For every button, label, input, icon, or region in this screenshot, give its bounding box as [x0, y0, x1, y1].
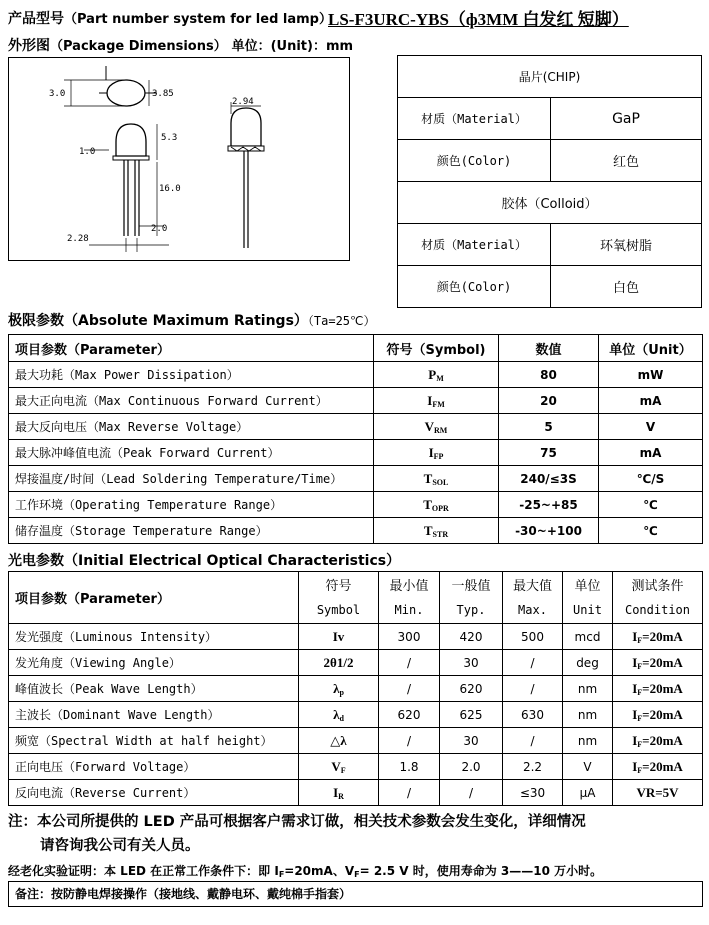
- optical-cond-rest: =20mA: [642, 680, 683, 696]
- remark-box: [8, 881, 703, 907]
- abs-max-title-line: [8, 310, 376, 330]
- optical-max: /: [503, 650, 563, 676]
- optical-typ: 420: [440, 624, 503, 650]
- abs-max-unit: ℃: [599, 492, 703, 518]
- optical-header-symbol-top: 符号: [299, 572, 379, 598]
- optical-condition: [613, 650, 703, 676]
- dim-label-diameter: 3.0: [49, 89, 66, 99]
- abs-max-value: -25~+85: [499, 492, 599, 518]
- optical-symbol-main: △λ: [330, 732, 347, 748]
- abs-max-value: 80: [499, 362, 599, 388]
- aging-sub-vf: F: [354, 870, 360, 879]
- abs-max-param: 最大脉冲峰值电流（Peak Forward Current）: [9, 440, 374, 466]
- table-row: [9, 650, 703, 676]
- table-row: [9, 440, 703, 466]
- aging-text-c: = 2.5 V 时，使用寿命为 3——10 万小时。: [359, 864, 603, 878]
- note-line-2: 请咨询我公司有关人员。: [40, 838, 200, 854]
- abs-max-symbol-sub: SOL: [432, 477, 449, 487]
- optical-typ: 620: [440, 676, 503, 702]
- abs-max-title: 极限参数（Absolute Maximum Ratings）: [8, 313, 308, 329]
- optical-condition: [613, 676, 703, 702]
- optical-max: 500: [503, 624, 563, 650]
- optical-cond-main: I: [632, 758, 638, 774]
- colloid-color-label: 颜色(Color): [398, 266, 551, 308]
- abs-max-symbol-sub: FM: [432, 399, 445, 409]
- optical-cond-rest: =20mA: [642, 628, 683, 644]
- optical-title: 光电参数（Initial Electrical Optical Characteristics）: [8, 553, 401, 569]
- optical-max: ≤30: [503, 780, 563, 806]
- optical-cond-rest: =20mA: [642, 706, 683, 722]
- table-row: [9, 518, 703, 544]
- dim-label-spacing: 2.28: [67, 234, 89, 244]
- abs-max-unit: mW: [599, 362, 703, 388]
- abs-max-value: -30~+100: [499, 518, 599, 544]
- abs-max-param: 焊接温度/时间（Lead Soldering Temperature/Time）: [9, 466, 374, 492]
- optical-min: /: [379, 780, 440, 806]
- optical-min: 620: [379, 702, 440, 728]
- optical-max: /: [503, 728, 563, 754]
- header-line: [8, 8, 332, 28]
- optical-condition: [613, 754, 703, 780]
- table-row: [9, 362, 703, 388]
- optical-symbol: [299, 780, 379, 806]
- abs-max-unit: mA: [599, 440, 703, 466]
- optical-cond-main: I: [632, 706, 638, 722]
- optical-condition: [613, 702, 703, 728]
- abs-max-symbol: [374, 492, 499, 518]
- optical-unit: nm: [563, 676, 613, 702]
- optical-param: 频宽（Spectral Width at half height）: [9, 728, 299, 754]
- table-row: [9, 624, 703, 650]
- part-number-label: 产品型号: [8, 11, 64, 27]
- abs-max-symbol: [374, 362, 499, 388]
- abs-max-header-unit: 单位（Unit）: [599, 335, 703, 362]
- colloid-material-label: 材质（Material）: [398, 224, 551, 266]
- table-row: [398, 224, 702, 266]
- optical-param: 主波长（Dominant Wave Length）: [9, 702, 299, 728]
- optical-typ: 30: [440, 728, 503, 754]
- chip-color-label: 颜色(Color): [398, 140, 551, 182]
- abs-max-symbol-main: I: [427, 392, 433, 408]
- dim-label-lead: 16.0: [159, 184, 181, 194]
- optical-unit: nm: [563, 702, 613, 728]
- optical-symbol: [299, 624, 379, 650]
- led-top-view-ellipse: [107, 80, 145, 106]
- dim-label-pitch: 2.0: [151, 224, 168, 234]
- abs-max-param: 最大反向电压（Max Reverse Voltage）: [9, 414, 374, 440]
- optical-header-max-top: 最大值: [503, 572, 563, 598]
- optical-cond-sub: F: [637, 687, 643, 697]
- optical-condition: [613, 780, 703, 806]
- abs-max-unit: V: [599, 414, 703, 440]
- optical-cond-rest: =20mA: [642, 654, 683, 670]
- abs-max-value: 20: [499, 388, 599, 414]
- optical-min: 300: [379, 624, 440, 650]
- optical-unit: V: [563, 754, 613, 780]
- optical-condition: [613, 728, 703, 754]
- colloid-material-value: 环氧树脂: [551, 224, 702, 266]
- abs-max-symbol: [374, 466, 499, 492]
- optical-header-cond-top: 测试条件: [613, 572, 703, 598]
- optical-cond-sub: F: [637, 635, 643, 645]
- optical-typ: 30: [440, 650, 503, 676]
- optical-param: 发光角度（Viewing Angle）: [9, 650, 299, 676]
- abs-max-symbol-main: I: [428, 444, 434, 460]
- table-row: [398, 266, 702, 308]
- abs-max-param: 最大功耗（Max Power Dissipation）: [9, 362, 374, 388]
- abs-max-symbol-main: T: [423, 496, 432, 512]
- optical-cond-rest: =20mA: [642, 732, 683, 748]
- abs-max-param: 工作环境（Operating Temperature Range）: [9, 492, 374, 518]
- colloid-header: 胶体（Colloid）: [398, 182, 702, 224]
- abs-max-symbol: [374, 518, 499, 544]
- table-row: [398, 140, 702, 182]
- table-row: [9, 492, 703, 518]
- optical-symbol-sub: d: [339, 713, 344, 723]
- chip-table: [397, 55, 702, 308]
- optical-typ: 2.0: [440, 754, 503, 780]
- package-title-en: （Package Dimensions）: [50, 39, 227, 54]
- table-row: [9, 466, 703, 492]
- abs-max-symbol-sub: M: [436, 373, 444, 383]
- chip-color-value: 红色: [551, 140, 702, 182]
- abs-max-header-param: 项目参数（Parameter）: [9, 335, 374, 362]
- abs-max-value: 5: [499, 414, 599, 440]
- abs-max-unit: ℃: [599, 518, 703, 544]
- abs-max-param: 最大正向电流（Max Continuous Forward Current）: [9, 388, 374, 414]
- note-line-1: 注：本公司所提供的 LED 产品可根据客户需求订做，相关技术参数会发生变化，详细情况: [8, 814, 586, 830]
- optical-cond-main: I: [632, 680, 638, 696]
- table-row: [9, 676, 703, 702]
- optical-header-symbol-bottom: Symbol: [299, 598, 379, 624]
- led-body-outline: [116, 124, 146, 156]
- optical-cond-sub: F: [637, 661, 643, 671]
- abs-max-value: 75: [499, 440, 599, 466]
- optical-param: 峰值波长（Peak Wave Length）: [9, 676, 299, 702]
- table-row: [9, 388, 703, 414]
- optical-header-typ-top: 一般值: [440, 572, 503, 598]
- abs-max-symbol: [374, 440, 499, 466]
- package-unit: 单位：(Unit)：mm: [231, 39, 354, 54]
- abs-max-header-symbol: 符号（Symbol): [374, 335, 499, 362]
- optical-symbol-main: I: [333, 784, 339, 800]
- chip-material-label: 材质（Material）: [398, 98, 551, 140]
- aging-line: [8, 862, 602, 879]
- table-row: [398, 98, 702, 140]
- table-row: [9, 780, 703, 806]
- optical-symbol: [299, 754, 379, 780]
- abs-max-symbol-sub: OPR: [431, 503, 449, 513]
- optical-cond-main: VR=5V: [636, 784, 679, 800]
- abs-max-unit: mA: [599, 388, 703, 414]
- table-row: [9, 702, 703, 728]
- package-drawing: [9, 58, 349, 260]
- abs-max-condition: （Ta=25℃）: [307, 314, 376, 328]
- optical-symbol-main: 2θ1/2: [323, 654, 354, 670]
- optical-symbol-sub: p: [339, 687, 344, 697]
- abs-max-symbol-sub: RM: [434, 425, 448, 435]
- optical-header-typ-bottom: Typ.: [440, 598, 503, 624]
- optical-symbol-main: Iv: [332, 628, 345, 644]
- dim-label-side-width: 2.94: [232, 97, 254, 107]
- optical-typ: 625: [440, 702, 503, 728]
- optical-header-unit-top: 单位: [563, 572, 613, 598]
- abs-max-header-value: 数值: [499, 335, 599, 362]
- optical-max: 2.2: [503, 754, 563, 780]
- aging-text-b: =20mA、V: [284, 864, 355, 878]
- optical-unit: mcd: [563, 624, 613, 650]
- optical-min: 1.8: [379, 754, 440, 780]
- optical-header-unit-bottom: Unit: [563, 598, 613, 624]
- package-title: 外形图: [8, 38, 50, 54]
- optical-header-cond-bottom: Condition: [613, 598, 703, 624]
- remark-text: 备注：按防静电焊接操作（接地线、戴静电环、戴纯棉手指套）: [15, 887, 352, 901]
- optical-symbol-main: V: [331, 758, 341, 774]
- optical-cond-main: I: [632, 628, 638, 644]
- optical-param: 发光强度（Luminous Intensity）: [9, 624, 299, 650]
- optical-header-min-bottom: Min.: [379, 598, 440, 624]
- table-row: [9, 414, 703, 440]
- optical-symbol: [299, 728, 379, 754]
- abs-max-value: 240/≤3S: [499, 466, 599, 492]
- dim-label-height: 3.85: [152, 89, 174, 99]
- abs-max-symbol-sub: STR: [432, 529, 449, 539]
- dim-label-body: 5.3: [161, 133, 178, 143]
- chip-header: 晶片(CHIP): [398, 56, 702, 98]
- optical-max: /: [503, 676, 563, 702]
- optical-min: /: [379, 676, 440, 702]
- table-row: [9, 728, 703, 754]
- chip-material-value: GaP: [551, 98, 702, 140]
- optical-param: 反向电流（Reverse Current）: [9, 780, 299, 806]
- optical-min: /: [379, 650, 440, 676]
- package-title-line: [8, 35, 353, 55]
- abs-max-symbol-sub: FP: [433, 451, 444, 461]
- optical-max: 630: [503, 702, 563, 728]
- abs-max-symbol-main: P: [428, 366, 437, 382]
- optical-cond-sub: F: [637, 739, 643, 749]
- optical-symbol: [299, 676, 379, 702]
- abs-max-symbol-main: V: [424, 418, 435, 434]
- colloid-color-value: 白色: [551, 266, 702, 308]
- optical-cond-rest: =20mA: [642, 758, 683, 774]
- led-side-view-outline: [231, 108, 261, 146]
- optical-symbol-sub: R: [338, 791, 344, 801]
- optical-symbol-main: λ: [333, 706, 340, 722]
- part-number-label-en: （Part number system for led lamp）: [64, 12, 332, 27]
- abs-max-table: [8, 334, 703, 544]
- optical-cond-main: I: [632, 654, 638, 670]
- abs-max-symbol-main: T: [423, 470, 433, 486]
- optical-header-param: 项目参数（Parameter）: [9, 572, 299, 624]
- optical-table: [8, 571, 703, 806]
- optical-header-min-top: 最小值: [379, 572, 440, 598]
- abs-max-param: 储存温度（Storage Temperature Range）: [9, 518, 374, 544]
- optical-cond-sub: F: [637, 713, 643, 723]
- optical-condition: [613, 624, 703, 650]
- abs-max-symbol: [374, 388, 499, 414]
- optical-typ: /: [440, 780, 503, 806]
- optical-symbol: [299, 702, 379, 728]
- optical-min: /: [379, 728, 440, 754]
- optical-cond-sub: F: [637, 765, 643, 775]
- abs-max-unit: ℃/S: [599, 466, 703, 492]
- optical-unit: nm: [563, 728, 613, 754]
- abs-max-symbol-main: T: [423, 522, 433, 538]
- table-row: [9, 754, 703, 780]
- optical-cond-main: I: [632, 732, 638, 748]
- optical-header-max-bottom: Max.: [503, 598, 563, 624]
- aging-text-a: 经老化实验证明：本 LED 在正常工作条件下：即 I: [8, 864, 279, 878]
- aging-sub-if: F: [278, 870, 285, 879]
- optical-symbol: [299, 650, 379, 676]
- optical-symbol-main: λ: [333, 680, 340, 696]
- optical-unit: deg: [563, 650, 613, 676]
- optical-symbol-sub: F: [340, 765, 346, 775]
- abs-max-symbol: [374, 414, 499, 440]
- optical-param: 正向电压（Forward Voltage）: [9, 754, 299, 780]
- optical-unit: μA: [563, 780, 613, 806]
- model-number: LS-F3URC-YBS（ф3MM 白发红 短脚）: [328, 10, 629, 29]
- package-drawing-frame: [8, 57, 350, 261]
- dim-label-flange: 1.0: [79, 147, 96, 157]
